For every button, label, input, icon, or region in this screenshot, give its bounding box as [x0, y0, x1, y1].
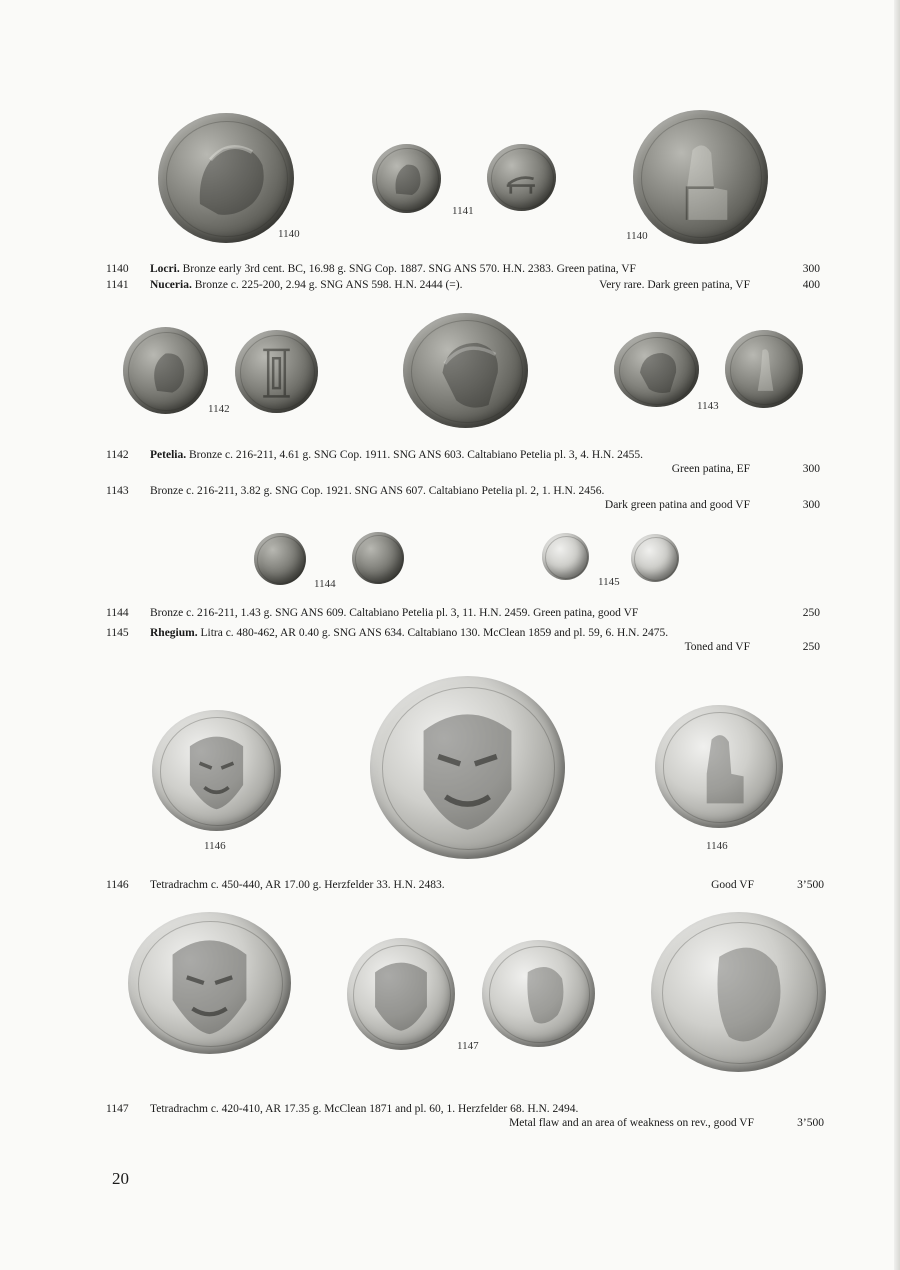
label-1140-right: 1140 [626, 230, 648, 242]
lot-price: 3’500 [797, 879, 824, 891]
lot-condition: Toned and VF [684, 641, 750, 653]
lot-number: 1142 [106, 449, 129, 461]
lot-number: 1146 [106, 879, 129, 891]
coin-1146-obverse-image [152, 710, 281, 831]
lot-description [150, 606, 638, 620]
lot-text: Bronze c. 225-200, 2.94 g. SNG ANS 598. H.N. 2444 (=). [194, 279, 463, 291]
lot-description [150, 448, 643, 462]
lot-text: Bronze c. 216-211, 4.61 g. SNG Cop. 1911. SNG ANS 603. Caltabiano Petelia pl. 3, 4. H.N. 2455. [188, 449, 643, 461]
lot-text: Tetradrachm c. 450-440, AR 17.00 g. Herzfelder 33. H.N. 2483. [150, 879, 445, 891]
lot-1147 [106, 1102, 824, 1130]
lot-1142 [106, 448, 820, 476]
coin-1141-obverse-image [372, 144, 441, 213]
lot-condition: Metal flaw and an area of weakness on rev., good VF [509, 1117, 754, 1129]
coin-1147-obverse-image-large [128, 912, 291, 1054]
lot-price: 300 [802, 499, 820, 511]
lot-price: 300 [802, 463, 820, 475]
coin-1144-obverse-image [254, 533, 306, 585]
coin-1140-reverse-image [633, 110, 768, 244]
lot-city: Rhegium. [150, 627, 198, 639]
lot-description [150, 278, 463, 292]
label-1145: 1145 [598, 576, 620, 588]
label-1143: 1143 [697, 400, 719, 412]
page-number: 20 [112, 1169, 129, 1188]
coin-1146-reverse-image [655, 705, 783, 828]
label-1146-left: 1146 [204, 840, 226, 852]
label-1141: 1141 [452, 205, 474, 217]
lot-price: 3’500 [797, 1117, 824, 1129]
coin-1146-obverse-image-large [370, 676, 565, 859]
coin-1147-reverse-image [482, 940, 595, 1047]
lot-number: 1145 [106, 627, 129, 639]
coin-1147-obverse-image [347, 938, 455, 1050]
lot-1143 [106, 484, 820, 512]
lot-text: Litra c. 480-462, AR 0.40 g. SNG ANS 634. Caltabiano 130. McClean 1859 and pl. 59, 6. H.N. 2475. [200, 627, 669, 639]
coin-1143-obverse-image-large [403, 313, 528, 428]
lot-number: 1147 [106, 1103, 129, 1115]
lot-text: Tetradrachm c. 420-410, AR 17.35 g. McClean 1871 and pl. 60, 1. Herzfelder 68. H.N. 2494. [150, 1103, 579, 1115]
coin-1143-reverse-image [725, 330, 803, 408]
lot-description [150, 484, 604, 498]
lot-price: 400 [802, 279, 820, 291]
lot-number: 1144 [106, 607, 129, 619]
coin-1145-reverse-image [631, 534, 679, 582]
lot-condition: Green patina, EF [671, 463, 750, 475]
lot-price: 250 [802, 641, 820, 653]
coin-1140-obverse-image [158, 113, 294, 243]
lot-text: Bronze c. 216-211, 1.43 g. SNG ANS 609. Caltabiano Petelia pl. 3, 11. H.N. 2459. Green patina, good VF [150, 607, 639, 619]
lot-description [150, 626, 668, 640]
lot-city: Locri. [150, 263, 180, 275]
lot-condition: Very rare. Dark green patina, VF [599, 279, 750, 291]
coin-1143-obverse-image [614, 332, 699, 407]
lot-description [150, 262, 636, 276]
lot-condition: Good VF [711, 879, 754, 891]
label-1146-right: 1146 [706, 840, 728, 852]
lot-text: Bronze c. 216-211, 3.82 g. SNG Cop. 1921. SNG ANS 607. Caltabiano Petelia pl. 2, 1. H.N. 2456. [150, 485, 605, 497]
coin-1141-reverse-image [487, 144, 556, 211]
lot-condition: Dark green patina and good VF [604, 499, 750, 511]
coin-1142-reverse-image [235, 330, 318, 413]
coin-1147-reverse-image-large [651, 912, 826, 1072]
coin-1144-reverse-image [352, 532, 404, 584]
lot-number: 1141 [106, 279, 129, 291]
label-1144: 1144 [314, 578, 336, 590]
coin-1145-obverse-image [542, 533, 589, 580]
lot-description [150, 1102, 578, 1116]
lot-price: 300 [802, 263, 820, 275]
lot-number: 1140 [106, 263, 129, 275]
lot-text: Bronze early 3rd cent. BC, 16.98 g. SNG Cop. 1887. SNG ANS 570. H.N. 2383. Green patina, VF [182, 263, 636, 275]
label-1142: 1142 [208, 403, 230, 415]
lot-city: Nuceria. [150, 279, 192, 291]
page-edge [894, 0, 900, 1270]
lot-number: 1143 [106, 485, 129, 497]
lot-1145 [106, 626, 820, 654]
lot-city: Petelia. [150, 449, 187, 461]
lot-description [150, 878, 445, 892]
label-1140-left: 1140 [278, 228, 300, 240]
label-1147: 1147 [457, 1040, 479, 1052]
coin-1142-obverse-image [123, 327, 208, 414]
lot-price: 250 [802, 607, 820, 619]
